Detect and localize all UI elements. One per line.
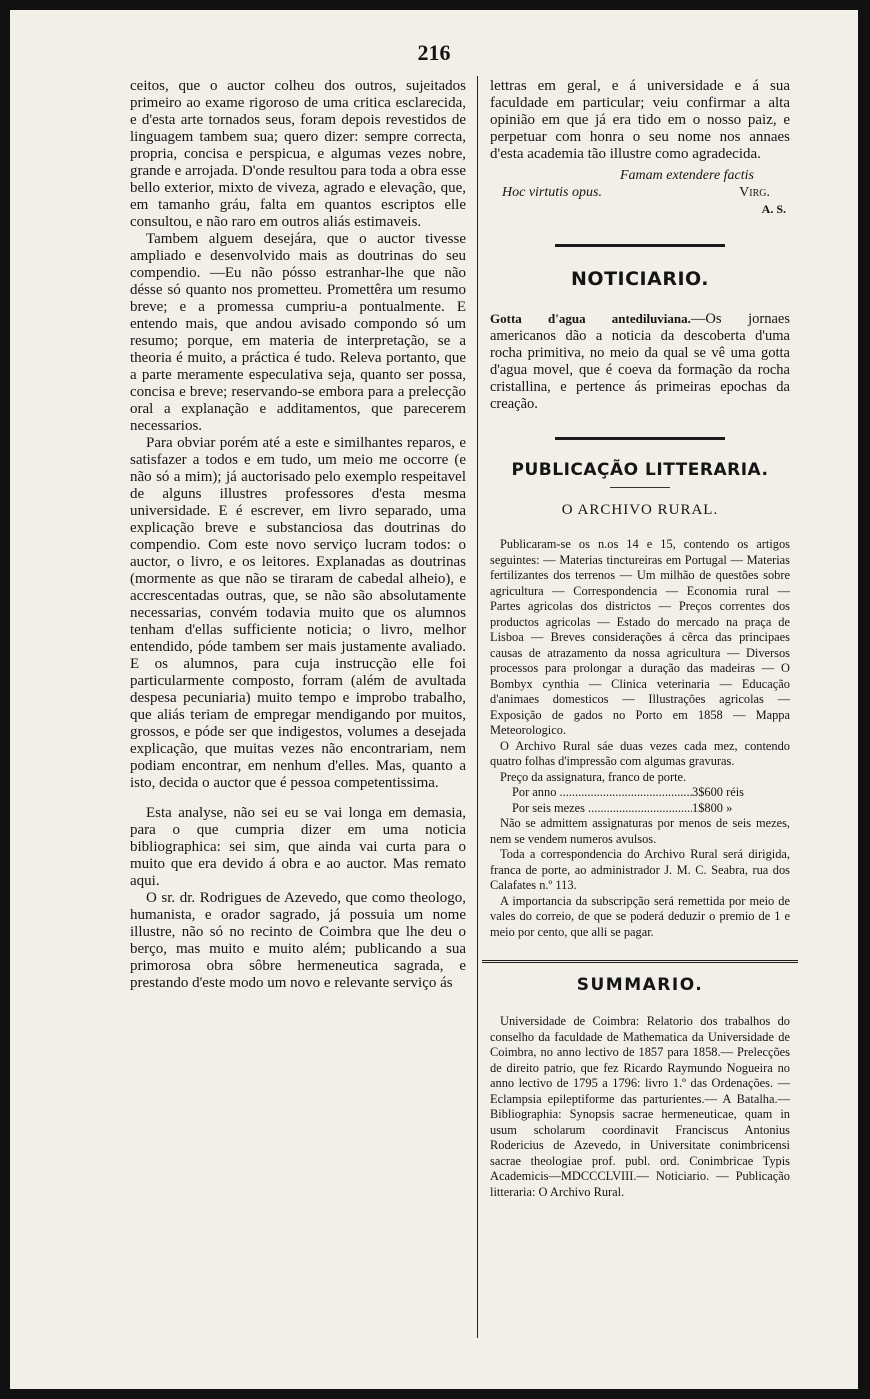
price-row <box>490 801 790 817</box>
price-value: 1$800 » <box>692 800 733 815</box>
page-number: 216 <box>417 40 451 65</box>
paragraph: ceitos, que o auctor colheu dos outros, sujeitados primeiro ao exame rigoroso de uma critica esclarecida, e d'esta arte tornados seus, foram depois revestidos de linguagem tambem sua; quero dizer: sempre correcta, propria, concisa e perspicua, e algumas vezes nobre, grande e arrojada. D'onde resultou para toda a obra esse bello exterior, mixto de viveza, agrado e elevação, que, em tamanho gráu, falta em quantos escriptos elle consultou, e não raro em outros aliás estimaveis. <box>130 78 466 230</box>
summario-heading: SUMMARIO. <box>576 975 704 995</box>
publicacao-body <box>490 537 790 785</box>
paragraph: O Archivo Rural sáe duas vezes cada mez, contendo quatro folhas d'impressão com algumas gravuras. <box>490 738 790 768</box>
left-column <box>130 78 466 992</box>
section-rule <box>555 437 725 440</box>
newspaper-page <box>10 10 858 1389</box>
paragraph: A importancia da subscripção será remettida por meio de vales do correio, de que se poderá deduzir o premio de 1 e meio por cento, que alli se pagar. <box>490 893 790 939</box>
paragraph: Esta analyse, não sei eu se vai longa em demasia, para o que cumpria dizer em uma noticia bibliographica: sei sim, que ainda vai curta para o muito que era devido á obra e ao auctor. Mas remato aqui. <box>130 805 466 889</box>
quote-source: Virg. <box>739 185 770 200</box>
noticiario-heading: NOTICIARIO. <box>571 268 709 290</box>
paragraph: Toda a correspondencia do Archivo Rural será dirigida, franca de porte, ao administrador J. M. C. Seabra, rua dos Calafates n.º 113. <box>490 847 790 892</box>
noticiario-runin: Gotta d'agua antediluviana. <box>490 311 691 326</box>
paragraph: Não se admittem assignaturas por menos de seis mezes, nem se vendem numeros avulsos. <box>490 816 790 846</box>
publicacao-heading: PUBLICAÇÃO LITTERARIA. <box>511 460 769 480</box>
publicacao-body-2 <box>490 816 790 940</box>
summario-text: Universidade de Coimbra: Relatorio dos trabalhos do conselho da faculdade de Mathematica da Universidade de Coimbra, no anno lectivo de 1857 para 1858.— Prelecções de direito patrio, que fez Ricardo Raymundo Nogueira no anno lectivo de 1795 a 1796: livro 1.º das Ordenações. — Eclampsia epileptiforme das parturientes.— A Batalha.— Bibliographia: Synopsis sacrae hermeneuticae, quam in usum scholarum coordinavit Franciscus Antonius Rodericius de Azevedo, in Universitate conimbricensi sacrae theologiae prof. publ. ord. Conimbricae Typis Academicis—MDCCCLVIII.— Noticiario. — Publicação litteraria: O Archivo Rural. <box>490 1014 790 1199</box>
price-label: Por anno ..... <box>512 785 692 801</box>
noticiario-item <box>490 310 790 413</box>
summario-body <box>490 1014 790 1200</box>
price-heading: Preço da assignatura, franco de porte. <box>500 769 687 784</box>
double-rule <box>482 960 798 963</box>
right-column <box>490 78 790 1200</box>
continuation-paragraph: lettras em geral, e á universidade e á sua faculdade em particular; veiu confirmar a alta opinião em que já era tido em o nosso paiz, e perpetuar com honra o seu nome nos annaes d'esta academia tão illustre como agradecida. <box>490 78 790 162</box>
quote-line-1: Famam extendere factis <box>620 168 754 183</box>
column-divider <box>477 76 478 1338</box>
section-rule <box>555 244 725 247</box>
author-signature: A. S. <box>761 202 786 216</box>
price-value: 3$600 réis <box>692 785 744 799</box>
paragraph: Para obviar porém até a este e similhantes reparos, e satisfazer a todos e em tudo, um meio me occorre (e não só a mim); já auctorisado pelo exemplo respeitavel de alguns illustres professores d'esta mesma universidade. E é escrever, em livro separado, uma explicação breve e substanciosa das doutrinas do compendio. Com este novo serviço lucram todos: o auctor, o livro, e os leitores. Explanadas as doutrinas (mormente as que não se tiraram de cabedal alheio), e accrescentadas outras, que, se não são absolutamente necessarias, convém todavia muito que os alumnos tenham d'ellas sufficiente noticia; o livro, melhor entendido, póde tambem ser mais justamente avaliado. E os alumnos, para cuja instrucção elle foi particularmente composto, forram (além de avultada despesa pecuniaria) muito tempo e improbo trabalho, que aliás teriam de empregar mendigando por muitos, grossos, e póde ser que indigestos, volumes a desejada explicação, que muitas vezes não encontrariam, nem podiam encontrar, em nenhum d'elles. Mas, quanto a isto, decida o auctor que é pessoa competentissima. <box>130 435 466 791</box>
heading-rule <box>610 487 670 488</box>
quote-line-2: Hoc virtutis opus. <box>502 185 602 200</box>
paragraph: Publicaram-se os n.os 14 e 15, contendo os artigos seguintes: — Materias tinctureiras em Portugal — Materias fertilizantes dos terrenos — Um milhão de questões sobre agricultura — Correspondencia — Economia rural — Partes agricolas dos districtos — Preços correntes dos productos agricolas — Estado do mercado na praça de Lisboa — Breves considerações á cêrca das principaes causas de atrazamento da nossa agricultura — Diversos processos para prolongar a duração das madeiras — O Bombyx cynthia — Clinica veterinaria — Educação d'animaes domesticos — Illustrações agricolas — Exposição de gados no Porto em 1858 — Mappa Meteorologico. <box>490 537 790 737</box>
price-label: Por seis mezes ..... <box>512 801 692 817</box>
price-row <box>490 785 790 801</box>
paragraph: O sr. dr. Rodrigues de Azevedo, que como theologo, humanista, e orador sagrado, já possuia um nome illustre, não só no recinto de Coimbra que lhe deu o berço, mas muito e muito além; publicando a sua primorosa obra sôbre hermeneutica sagrada, e prestando d'este modo um novo e relevante serviço ás <box>130 890 466 991</box>
latin-quote <box>490 167 790 201</box>
noticiario-text: —Os jornaes americanos dão a noticia da descoberta d'uma rocha primitiva, no meio da qual se vê uma gotta d'agua movel, que é coeva da formação da rocha cristallina, e pertence ás primeiras epochas da creação. <box>490 311 790 412</box>
archivo-rural-title: O ARCHIVO RURAL. <box>561 502 719 518</box>
paragraph: Tambem alguem desejára, que o auctor tivesse ampliado e desenvolvido mais as doutrinas do seu compendio. —Eu não pósso estranhar-lhe que não désse só quanto nos prometteu. Promettêra um resumo breve; e a promessa cumpriu-a pontualmente. E entendo mais, que andou avisado compondo só um resumo; porque, em materia de interpretação, se a theoria é muito, a práctica é tudo. Releva portanto, que a parte meramente especulativa seja, quanto ser possa, concisa e breve; reservando-se embora para a prelecção oral a explanação e additamentos, que parecerem necessarios. <box>130 231 466 434</box>
